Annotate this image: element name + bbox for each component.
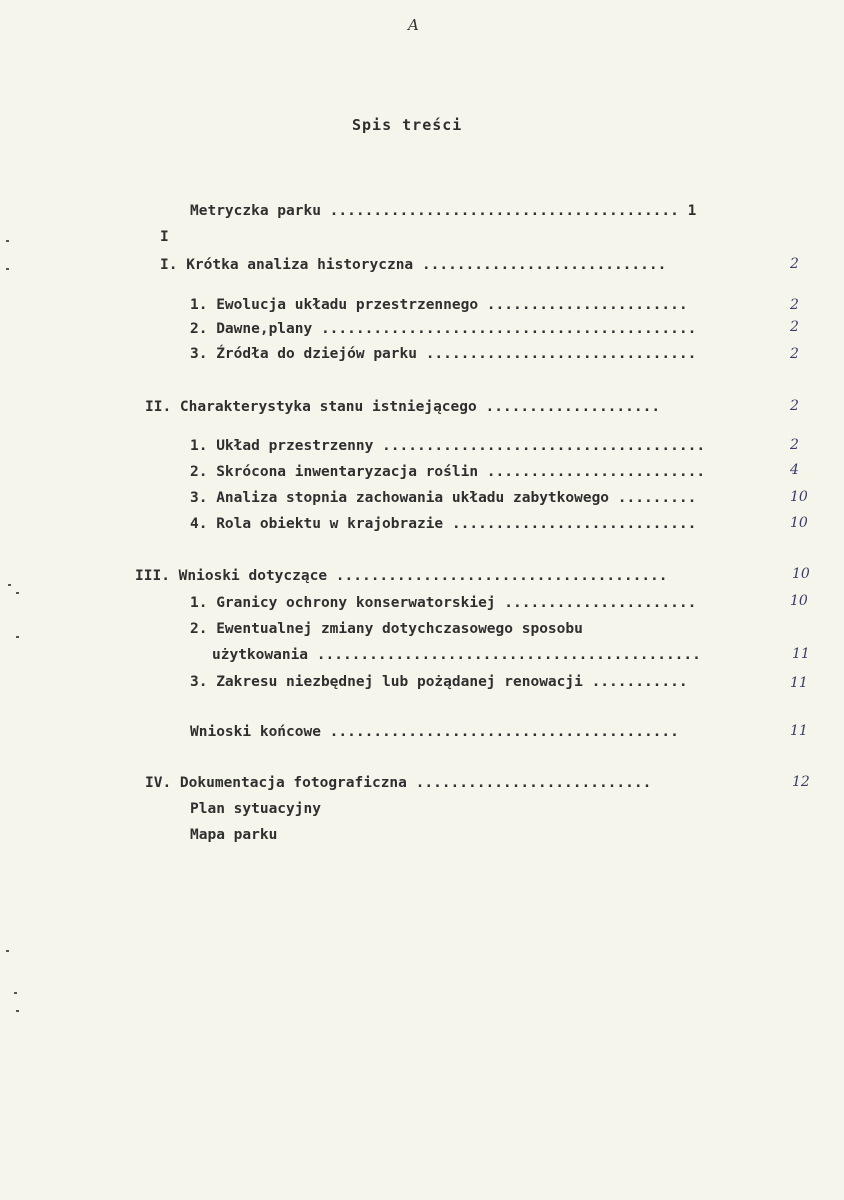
toc-item-mapa: Mapa parku	[190, 827, 278, 843]
handwritten-page-number: 2	[790, 346, 799, 362]
toc-item-3-3: 3. Zakresu niezbędnej lub pożądanej renowacji ...........	[190, 674, 697, 690]
toc-item-plan: Plan sytuacyjny	[190, 801, 321, 817]
margin-speck	[16, 636, 19, 638]
margin-speck	[14, 992, 17, 994]
handwritten-page-number: 2	[790, 319, 799, 335]
handwritten-page-number: 2	[790, 398, 799, 414]
handwritten-page-number: 10	[790, 515, 808, 531]
margin-speck	[6, 950, 9, 952]
toc-section-4: IV. Dokumentacja fotograficzna ...........................	[145, 775, 661, 791]
toc-item-2-3: 3. Analiza stopnia zachowania układu zabytkowego .........	[190, 490, 706, 506]
handwritten-page-number: 2	[790, 437, 799, 453]
margin-speck	[6, 240, 9, 242]
toc-item-3-2: 2. Ewentualnej zmiany dotychczasowego sposobu	[190, 621, 583, 637]
toc-item-3-2-cont: użytkowania ............................................	[212, 647, 710, 663]
margin-speck	[8, 584, 11, 586]
handwritten-page-number: 10	[790, 593, 808, 609]
handwritten-page-number: 10	[790, 489, 808, 505]
toc-wnioski-koncowe: Wnioski końcowe ........................................	[190, 724, 688, 740]
toc-item-1-3: 3. Źródła do dziejów parku ...............................	[190, 346, 706, 362]
handwritten-page-number: 11	[790, 675, 808, 691]
handwritten-page-number: 2	[790, 297, 799, 313]
handwritten-page-number: 4	[790, 462, 799, 478]
toc-item-2-4: 4. Rola obiektu w krajobrazie ............................	[190, 516, 706, 532]
handwritten-page-number: 11	[792, 646, 810, 662]
margin-speck	[16, 1010, 19, 1012]
handwritten-page-number: 11	[790, 723, 808, 739]
toc-entry-metryczka: Metryczka parku ........................................ 1	[190, 203, 697, 219]
toc-section-1: I. Krótka analiza historyczna ............................	[160, 257, 676, 273]
toc-section-3: III. Wnioski dotyczące ......................................	[135, 568, 668, 584]
toc-item-3-1: 1. Granicy ochrony konserwatorskiej ......................	[190, 595, 706, 611]
toc-item-2-1: 1. Układ przestrzenny .....................................	[190, 438, 714, 454]
margin-speck	[16, 592, 19, 594]
handwritten-page-number: 2	[790, 256, 799, 272]
toc-stray-mark: I	[160, 229, 169, 245]
handwritten-page-number: 12	[792, 774, 810, 790]
toc-item-1-1: 1. Ewolucja układu przestrzennego .......................	[190, 297, 697, 313]
toc-item-2-2: 2. Skrócona inwentaryzacja roślin .........................	[190, 464, 714, 480]
handwritten-page-number: 10	[792, 566, 810, 582]
toc-item-1-2: 2. Dawne,plany ...........................................	[190, 321, 706, 337]
toc-section-2: II. Charakterystyka stanu istniejącego ....................	[145, 399, 669, 415]
page-title: Spis treści	[352, 116, 463, 134]
page-number: A	[408, 16, 419, 34]
margin-speck	[6, 268, 9, 270]
